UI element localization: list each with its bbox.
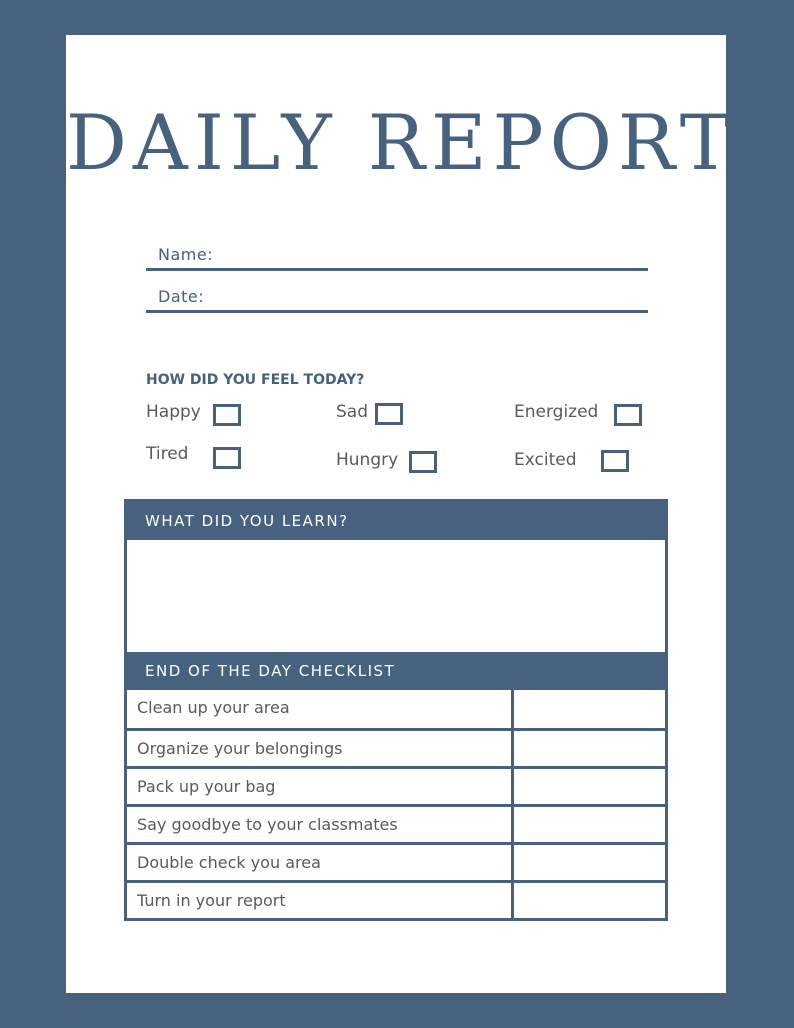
mood-label-excited: Excited: [514, 450, 577, 470]
checkbox-hungry[interactable]: [409, 451, 437, 473]
name-label: Name:: [158, 245, 214, 264]
learn-heading: WHAT DID YOU LEARN?: [127, 502, 665, 540]
checklist-row: [127, 728, 665, 766]
learn-answer-area[interactable]: [127, 540, 665, 652]
checklist-check-cell[interactable]: [511, 731, 665, 766]
mood-label-happy: Happy: [146, 402, 201, 422]
checkbox-energized[interactable]: [614, 404, 642, 426]
checklist-row: [127, 766, 665, 804]
checklist-check-cell[interactable]: [511, 769, 665, 804]
checklist-check-cell[interactable]: [511, 883, 665, 918]
mood-label-sad: Sad: [336, 402, 368, 422]
mood-label-tired: Tired: [146, 444, 189, 464]
checklist-item: Organize your belongings: [137, 739, 343, 758]
checklist-check-cell[interactable]: [511, 690, 665, 728]
date-field[interactable]: [146, 310, 648, 313]
mood-label-hungry: Hungry: [336, 450, 399, 470]
checklist-item: Double check you area: [137, 853, 321, 872]
date-label: Date:: [158, 287, 205, 306]
checkbox-tired[interactable]: [213, 447, 241, 469]
checkbox-sad[interactable]: [375, 403, 403, 425]
checklist-row: [127, 690, 665, 728]
report-panel: [124, 499, 668, 921]
checklist-row: [127, 880, 665, 918]
checklist-heading: END OF THE DAY CHECKLIST: [127, 652, 665, 690]
page-title: DAILY REPORT: [66, 98, 737, 187]
checklist-check-cell[interactable]: [511, 807, 665, 842]
checklist-check-cell[interactable]: [511, 845, 665, 880]
checklist-row: [127, 804, 665, 842]
checklist-item: Turn in your report: [137, 891, 286, 910]
checklist-item: Say goodbye to your classmates: [137, 815, 398, 834]
checkbox-excited[interactable]: [601, 450, 629, 472]
feelings-heading: HOW DID YOU FEEL TODAY?: [146, 372, 365, 388]
checklist-item: Pack up your bag: [137, 777, 276, 796]
checkbox-happy[interactable]: [213, 404, 241, 426]
report-sheet: [66, 35, 737, 993]
checklist-item: Clean up your area: [137, 698, 290, 717]
checklist-row: [127, 842, 665, 880]
mood-label-energized: Energized: [514, 402, 599, 422]
name-field[interactable]: [146, 268, 648, 271]
